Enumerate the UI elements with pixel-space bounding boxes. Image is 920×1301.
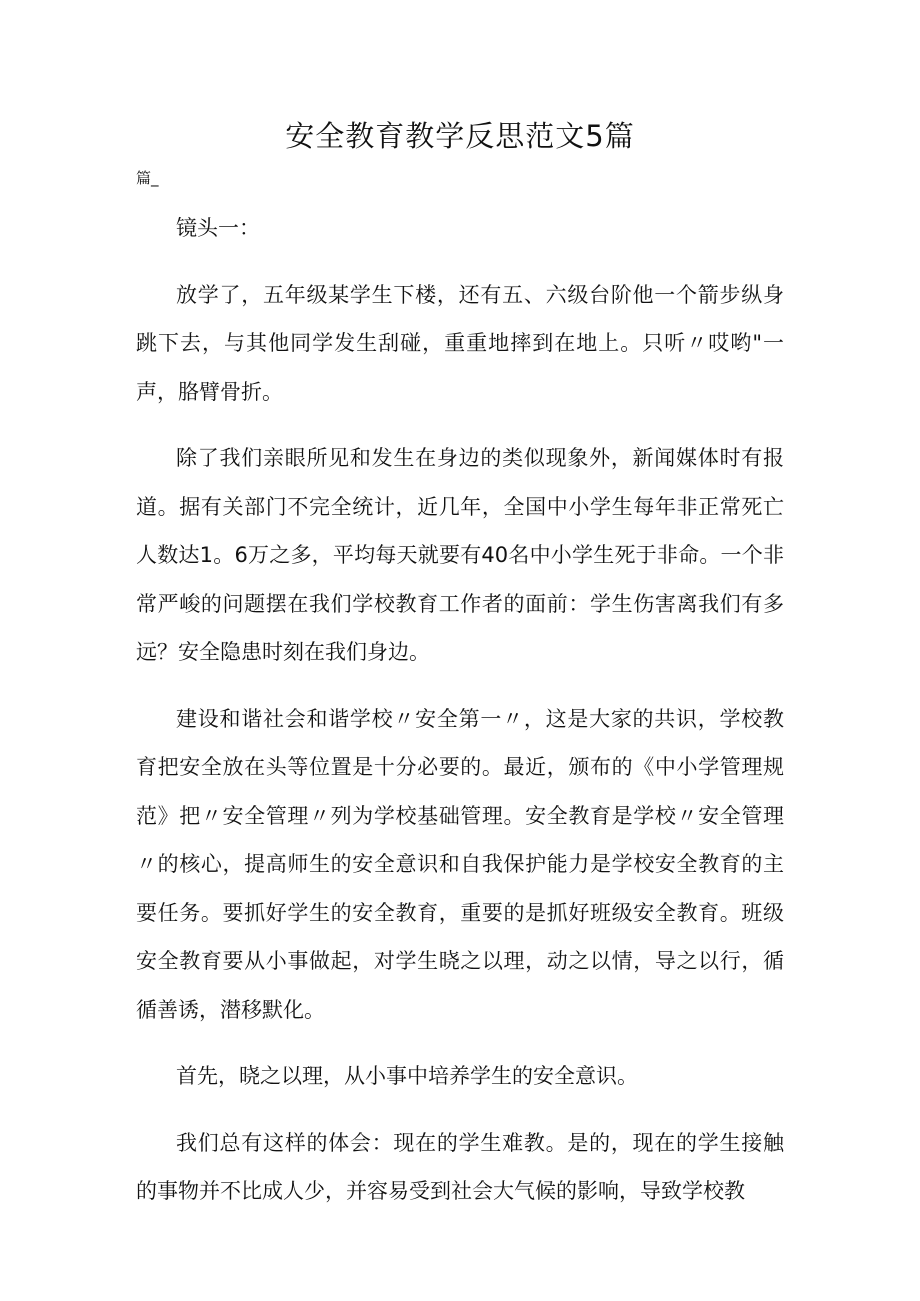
paragraph-first-point: 首先，晓之以理，从小事中培养学生的安全意识。 bbox=[176, 1064, 638, 1088]
paragraph-statistics: 除了我们亲眼所见和发生在身边的类似现象外，新闻媒体时有报道。据有关部门不完全统计，近几年，全国中小学生每年非正常死亡人数达1。6万之多，平均每天就要有40名中小学生死于非命。一个非常严峻的问题摆在我们学校教育工作者的面前：学生伤害离我们有多远？安全隐患时刻在我们身边。 bbox=[136, 446, 784, 664]
paragraph-incident: 放学了，五年级某学生下楼，还有五、六级台阶他一个箭步纵身跳下去，与其他同学发生刮碰，重重地摔到在地上。只听〃哎哟"一声，胳臂骨折。 bbox=[136, 282, 784, 404]
document-body bbox=[136, 204, 784, 1234]
paragraph-students: 我们总有这样的体会：现在的学生难教。是的，现在的学生接触的事物并不比成人少，并容易受到社会大气候的影响，导致学校教 bbox=[136, 1130, 784, 1203]
paragraph-safety-management: 建设和谐社会和谐学校〃安全第一〃，这是大家的共识，学校教育把安全放在头等位置是十分必要的。最近，颁布的《中小学管理规范》把〃安全管理〃列为学校基础管理。安全教育是学校〃安全管理〃的核心，提高师生的安全意识和自我保护能力是学校安全教育的主要任务。要抓好学生的安全教育，重要的是抓好班级安全教育。班级安全教育要从小事做起，对学生晓之以理，动之以情，导之以行，循循善诱，潜移默化。 bbox=[136, 706, 784, 1022]
section-marker: 篇_ bbox=[136, 169, 159, 187]
document-title: 安全教育教学反思范文5篇 bbox=[285, 119, 635, 153]
paragraph-shot-heading: 镜头一： bbox=[176, 216, 260, 240]
